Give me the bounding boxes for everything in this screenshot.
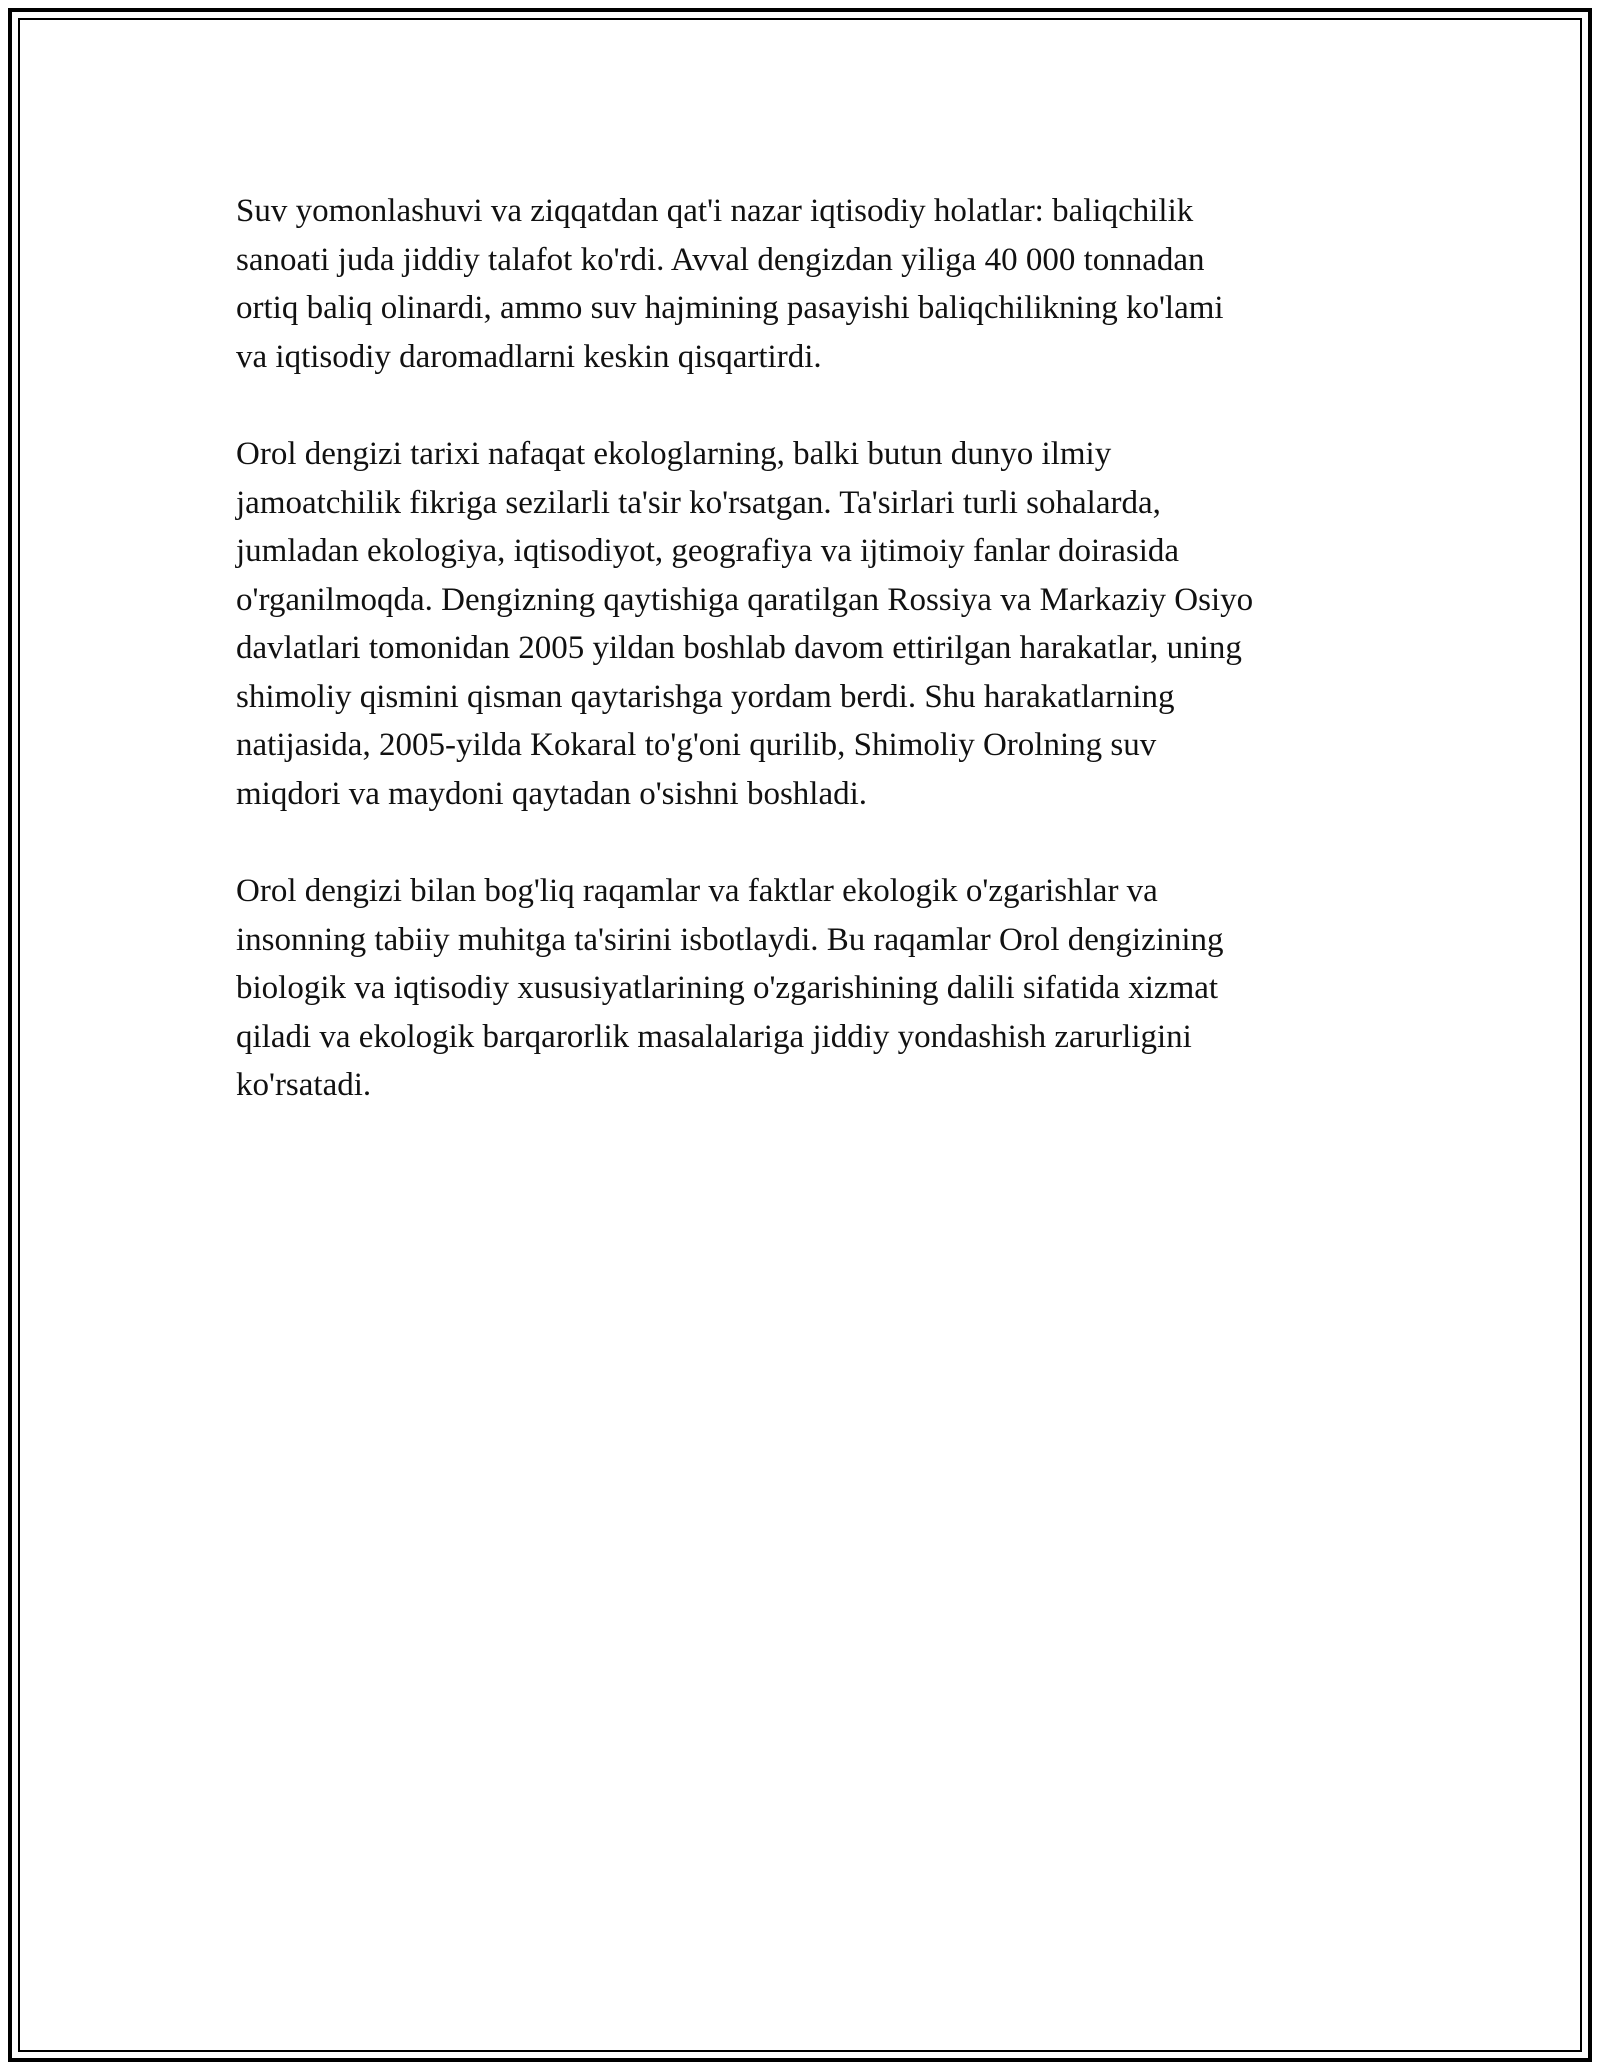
paragraph-aral-history: Orol dengizi tarixi nafaqat ekologlarning, balki butun dunyo ilmiy jamoatchilik fikriga sezilarli ta'sir ko'rsatgan. Ta'sirlari turli sohalarda, jumladan ekologiya, iqtisodiyot, geografiya va ijtimoiy fanlar doirasida o'rganilmoqda. Dengizning qaytishiga qaratilgan Rossiya va Markaziy Osiyo davlatlari tomonidan 2005 yildan boshlab davom ettirilgan harakatlar, uning shimoliy qismini qisman qaytarishga yordam berdi. Shu harakatlarning natijasida, 2005-yilda Kokaral to'g'oni qurilib, Shimoliy Orolning suv miqdori va maydoni qaytadan o'sishni boshladi.	[236, 436, 1254, 812]
paragraph-fishing-industry: Suv yomonlashuvi va ziqqatdan qat'i nazar iqtisodiy holatlar: baliqchilik sanoati juda jiddiy talafot ko'rdi. Avval dengizdan yiliga 40 000 tonnadan ortiq baliq olinardi, ammo suv hajmining pasayishi baliqchilikning ko'lami va iqtisodiy daromadlarni keskin qisqartirdi.	[236, 193, 1224, 375]
document-body	[236, 187, 1376, 1159]
paragraph-facts-figures: Orol dengizi bilan bog'liq raqamlar va faktlar ekologik o'zgarishlar va insonning tabiiy muhitga ta'sirini isbotlaydi. Bu raqamlar Orol dengizining biologik va iqtisodiy xususiyatlarining o'zgarishining dalili sifatida xizmat qiladi va ekologik barqarorlik masalalariga jiddiy yondashish zarurligini ko'rsatadi.	[236, 873, 1224, 1103]
